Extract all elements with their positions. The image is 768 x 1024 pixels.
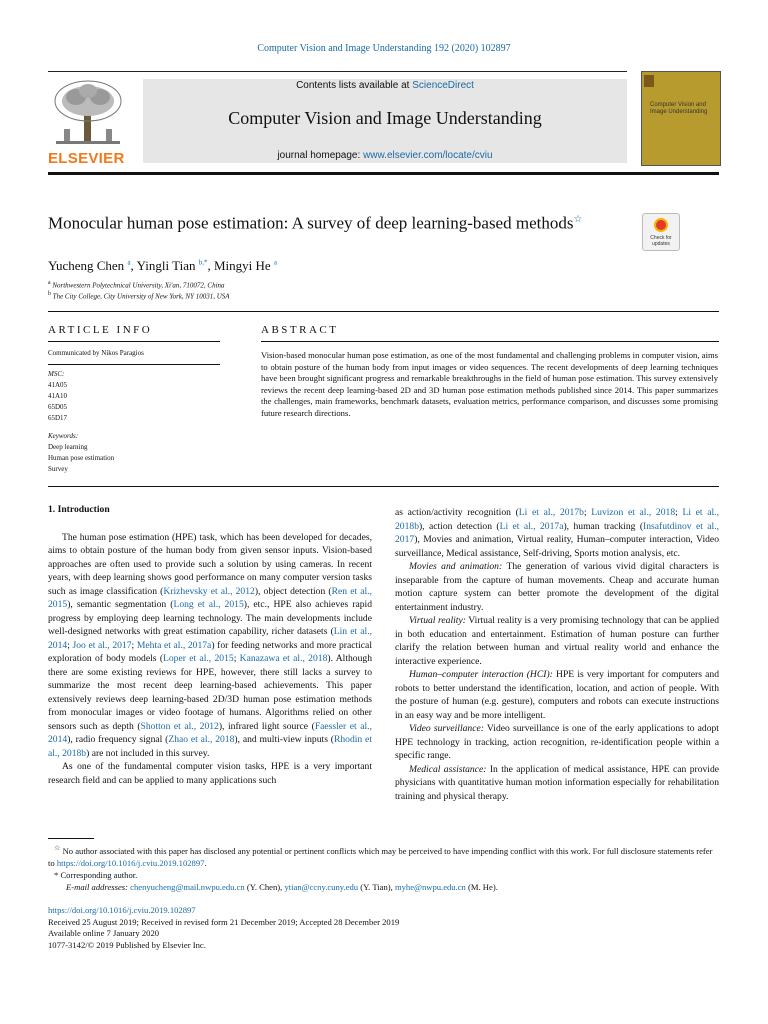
footnote-text: . xyxy=(204,857,207,868)
footnote-text: (Y. Chen), xyxy=(244,881,285,892)
footnote-mark: * xyxy=(54,869,59,880)
citation-link[interactable]: Krizhevsky et al., 2012 xyxy=(163,585,255,597)
body-text: ), action detection ( xyxy=(418,520,500,532)
body-text: ), infrared light source ( xyxy=(218,720,315,732)
body-left-column xyxy=(48,503,372,787)
body-paragraph xyxy=(395,560,719,614)
body-paragraph xyxy=(48,531,372,761)
homepage-link[interactable]: www.elsevier.com/locate/cviu xyxy=(363,150,493,161)
section-rule xyxy=(48,486,719,487)
homepage-line xyxy=(143,150,627,161)
body-text: ), semantic segmentation ( xyxy=(67,599,174,610)
journal-citation-link[interactable]: Computer Vision and Image Understanding 192 (2020) 102897 xyxy=(257,43,511,54)
affiliation xyxy=(48,291,230,300)
body-paragraph xyxy=(395,506,719,560)
body-paragraph xyxy=(395,722,719,763)
body-text: ), radio frequency signal ( xyxy=(67,734,169,745)
citation-link[interactable]: Zhao et al., 2018 xyxy=(168,734,235,745)
body-text: ), Movies and animation, Virtual reality, Human–computer interaction, Video surveillance, Medical assistance, Self-driving, Sports motion analysis, etc. xyxy=(395,534,719,559)
application-label: Virtual reality: xyxy=(409,615,466,626)
msc-code: 41A05 xyxy=(48,381,68,389)
publication-info xyxy=(48,905,719,951)
body-paragraph xyxy=(395,763,719,804)
citation-link[interactable]: Li et al., 2018b xyxy=(395,507,719,532)
email-label: E-mail addresses: xyxy=(66,881,128,892)
body-paragraph xyxy=(395,614,719,668)
title-footnote-mark[interactable]: ☆ xyxy=(573,214,583,225)
affiliation-mark: a xyxy=(48,280,51,286)
body-text: ; xyxy=(233,653,240,664)
body-text: The generation of various vivid digital characters is inseparable from the capture of human movements. Cheap and accurate human motion capture system can better promote the development of the digital entertainment industry. xyxy=(395,561,719,613)
msc-block xyxy=(48,369,67,424)
body-text: In the application of medical assistance, HPE can provide physicians with quantitative human motion information especially for rehabilitation training and physical therapy. xyxy=(395,763,720,802)
journal-cover-image xyxy=(641,71,721,166)
article-info-rule xyxy=(48,341,220,342)
citation-link[interactable]: Li et al., 2017b xyxy=(518,507,584,518)
abstract-heading: ABSTRACT xyxy=(261,324,339,336)
footnote-rule xyxy=(48,838,94,839)
application-label: Movies and animation: xyxy=(409,561,503,572)
body-text: Video surveillance is one of the early applications to adopt HPE technology in tracking, action recognition, re-identification people within a specific range. xyxy=(395,723,719,761)
citation-link[interactable]: Luvizon et al., 2018 xyxy=(591,507,676,518)
keyword: Deep learning xyxy=(48,443,88,451)
abstract-text: Vision-based monocular human pose estimation, as one of the most fundamental and challenging problems in computer vision, aims to obtain posture of the human body from input images or video sequences. The recent developments of deep learning techniques have been brought significant progress and remarkable breakthroughs in the field of human pose estimation. This survey extensively reviews the recent deep learning-based 2D and 3D human pose estimation methods published since 2014. This paper summarizes the challenges, main frameworks, benchmark datasets, evaluation metrics, performance comparison, and discusses some promising future research directions. xyxy=(261,350,718,418)
article-doi-link[interactable]: https://doi.org/10.1016/j.cviu.2019.102897 xyxy=(48,905,196,915)
author-affil-mark[interactable]: b,* xyxy=(198,258,208,267)
body-text: HPE is very important for computers and robots to better understand the identification, location, and action of people. With the posture of human (e.g. gesture), computers and robots can execute instructions in an easy way and be more intelligent. xyxy=(395,669,720,721)
author-name[interactable]: Yingli Tian xyxy=(136,258,196,273)
body-paragraph: As one of the fundamental computer vision tasks, HPE is a very important research field and can be applied to many applications such xyxy=(48,761,372,786)
msc-code: 65D05 xyxy=(48,403,68,411)
header-thick-rule xyxy=(48,172,719,175)
footnote-text: No author associated with this paper has disclosed any potential or pertinent conflicts which may be perceived to have impending conflict with this work. For full disclosure statements refer to xyxy=(48,845,713,868)
disclosure-doi-link[interactable]: https://doi.org/10.1016/j.cviu.2019.102897 xyxy=(56,857,205,868)
check-updates-icon xyxy=(654,218,668,232)
footnotes xyxy=(48,842,719,893)
affiliation-text: Northwestern Polytechnical University, Xi'an, 710072, China xyxy=(52,281,225,290)
author-list: Yucheng Chen $^a$, Yingli Tian $^{b,*}$, Mingyi He $^a$ xyxy=(48,258,278,273)
footnote-mark: ☆ xyxy=(54,844,61,852)
application-label: Video surveillance: xyxy=(409,723,484,734)
citation-link[interactable]: Lin et al., 2014 xyxy=(48,626,373,651)
msc-code: 41A10 xyxy=(48,392,68,400)
body-right-column xyxy=(395,506,719,803)
citation-link[interactable]: Mehta et al., 2017a xyxy=(136,639,212,651)
citation-link[interactable]: Ren et al., 2015 xyxy=(48,585,372,610)
publisher-logo-text: ELSEVIER xyxy=(48,150,125,167)
author-affil-mark[interactable]: a xyxy=(127,258,131,267)
citation-link[interactable]: Shotton et al., 2012 xyxy=(140,720,219,732)
email-link[interactable]: chenyucheng@mail.nwpu.edu.cn xyxy=(130,881,245,892)
abstract-rule xyxy=(261,341,719,342)
issn-copyright: 1077-3142/© 2019 Published by Elsevier Inc. xyxy=(48,939,206,950)
body-text: ), human tracking ( xyxy=(563,520,644,532)
homepage-prefix: journal homepage: xyxy=(277,150,364,161)
keyword: Human pose estimation xyxy=(48,454,115,462)
affiliation-text: The City College, City University of New York, NY 10031, USA xyxy=(52,292,230,301)
journal-name: Computer Vision and Image Understanding xyxy=(228,108,542,128)
citation-link[interactable]: Faessler et al., 2014 xyxy=(48,720,372,745)
body-text: ; xyxy=(675,507,683,518)
affiliation xyxy=(48,280,225,289)
available-online: Available online 7 January 2020 xyxy=(48,928,160,939)
body-text: Virtual reality is a very promising technology that can be applied in both education and entertainment. Estimation of human posture can further clarify the relation between human and virtual reality world and enhance the interactive experience. xyxy=(395,615,719,667)
footnote-corresponding xyxy=(48,869,719,881)
footnote-text: (Y. Tian), xyxy=(358,881,395,892)
body-text: ). Although there are some existing reviews for HPE, however, there still lacks a survey to summarize the most recent deep learning-based achievements. This paper extensively reviews deep learning-based 2D/3D human pose estimation methods from monocular images or video footage of humans. Algorithms relied on other sensors such as depth ( xyxy=(48,653,372,732)
affiliation-mark: b xyxy=(48,291,51,297)
check-updates-label: Check for updates xyxy=(650,235,672,247)
article-info-rule xyxy=(48,364,220,365)
contents-line xyxy=(143,80,627,91)
application-label: Human–computer interaction (HCI): xyxy=(409,669,553,680)
author-affil-mark[interactable]: a xyxy=(273,258,278,267)
body-text: ) for feeding networks and more practical exploration of body models ( xyxy=(48,639,372,664)
body-text: ) are not included in this survey. xyxy=(86,747,210,759)
body-text: The human pose estimation (HPE) task, which has been developed for decades, aims to obtain posture of the human body from given sensor inputs. Vision-based approaches are often used to provide such a solution by using cameras. In recent years, with deep learning shows good performance on many computer version tasks such as image classification ( xyxy=(48,531,372,597)
received-dates: Received 25 August 2019; Received in revised form 21 December 2019; Accepted 28 December 2019 xyxy=(48,916,400,927)
paper-title-text: Monocular human pose estimation: A survey of deep learning-based methods xyxy=(48,213,574,233)
body-text: ; xyxy=(583,507,592,518)
body-text: ), etc., HPE also achieves rapid progress by employing deep learning technology. The main developments include well-designed networks with great estimation capability, richer datasets ( xyxy=(48,599,372,637)
citation-link[interactable]: Loper et al., 2015 xyxy=(163,653,234,664)
application-label: Medical assistance: xyxy=(409,763,487,775)
footnote-text: Corresponding author. xyxy=(60,869,138,880)
communicated-by: Communicated by Nikos Paragios xyxy=(48,349,144,357)
paper-title xyxy=(48,209,608,235)
contents-prefix: Contents lists available at xyxy=(296,80,413,91)
footnote-disclosure xyxy=(48,842,719,869)
body-text: ; xyxy=(67,639,73,651)
cover-title: Computer Vision and Image Understanding xyxy=(650,102,708,115)
citation-link[interactable]: Insafutdinov et al., 2017 xyxy=(395,520,720,545)
body-text: ), object detection ( xyxy=(254,585,332,597)
msc-label: MSC: xyxy=(48,370,65,378)
cover-publisher-mark xyxy=(644,75,654,87)
body-text: as action/activity recognition ( xyxy=(395,507,519,518)
body-paragraph xyxy=(395,668,719,722)
citation-link[interactable]: Long et al., 2015 xyxy=(173,599,244,610)
citation-link[interactable]: Joo et al., 2017 xyxy=(72,639,132,651)
section-heading-introduction: 1. Introduction xyxy=(48,504,110,515)
sciencedirect-link[interactable]: ScienceDirect xyxy=(412,80,474,91)
keyword: Survey xyxy=(48,465,68,473)
footnote-text: (M. He). xyxy=(465,881,498,892)
author-name[interactable]: Mingyi He xyxy=(213,258,271,273)
citation-link[interactable]: Rhodin et al., 2018b xyxy=(48,734,372,759)
footnote-emails xyxy=(48,881,719,893)
check-for-updates-badge[interactable] xyxy=(642,213,680,251)
article-info-heading: ARTICLE INFO xyxy=(48,324,153,336)
author-name[interactable]: Yucheng Chen xyxy=(48,258,125,273)
citation-link[interactable]: Kanazawa et al., 2018 xyxy=(239,653,328,664)
email-link[interactable]: ytian@ccny.cuny.edu xyxy=(284,881,359,892)
body-text: ), and multi-view inputs ( xyxy=(234,734,334,745)
header-rule xyxy=(48,71,627,72)
keywords-block xyxy=(48,431,114,475)
citation-link[interactable]: Li et al., 2017a xyxy=(499,520,564,532)
section-rule xyxy=(48,311,719,312)
email-link[interactable]: myhe@nwpu.edu.cn xyxy=(394,881,466,892)
msc-code: 65D17 xyxy=(48,414,68,422)
keywords-label: Keywords: xyxy=(48,432,79,440)
body-text: ; xyxy=(131,639,137,651)
